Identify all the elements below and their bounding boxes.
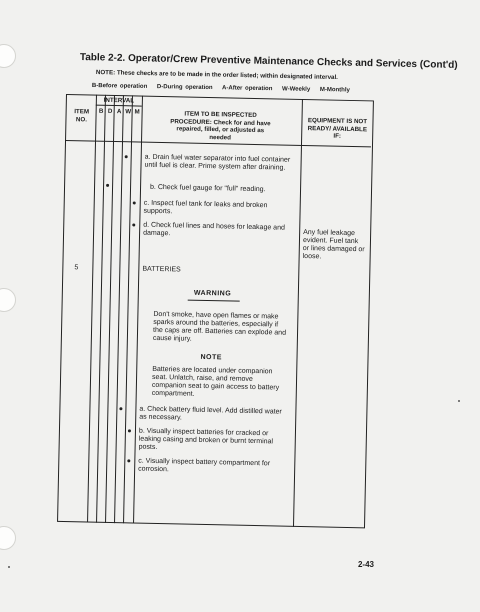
equipment-not-ready: Any fuel leakage evident. Fuel tank or lines damaged or loose. — [302, 228, 365, 261]
header-b: B — [98, 107, 104, 115]
scan-speck — [458, 400, 460, 402]
legend-monthly: M-Monthly — [319, 86, 350, 94]
procedure-step: c. Visually inspect battery compartment for corrosion. — [138, 457, 271, 474]
legend-during: D-During operation — [156, 84, 213, 92]
binder-hole-top — [0, 44, 16, 68]
header-m: M — [134, 108, 140, 116]
header-d: D — [107, 107, 113, 115]
legend-before: B-Before operation — [91, 83, 148, 90]
binder-hole-bottom — [0, 526, 16, 550]
legend-weekly: W-Weekly — [282, 86, 311, 93]
item-number: 5 — [74, 264, 79, 272]
warning-label: WARNING — [193, 289, 232, 298]
warning-text: Don't smoke, have open flames or make sparks around the batteries, especially if the caps are off. Batteries can explode and cause injury. — [152, 310, 287, 343]
scan-speck — [8, 566, 10, 568]
pmcs-table — [57, 94, 374, 530]
procedure-step: d. Check fuel lines and hoses for leakage and damage. — [143, 221, 285, 238]
binder-hole-middle — [0, 288, 16, 312]
interval-mark — [128, 429, 131, 432]
header-a: A — [116, 108, 122, 116]
order-note: NOTE: These checks are to be made in the order listed; within designated interval. — [95, 69, 339, 82]
interval-mark — [125, 155, 128, 158]
header-procedure: ITEM TO BE INSPECTED PROCEDURE: Check for and have repaired, filled, or adjusted as needed — [170, 110, 271, 141]
header-item-no: ITEM NO. — [74, 108, 90, 123]
note-label: NOTE — [200, 353, 223, 362]
note-text: Batteries are located under companion seat. Unlatch, raise, and remove companion seat to gain access to battery compartment. — [151, 365, 280, 398]
procedure-step: b. Check fuel gauge for "full" reading. — [149, 183, 266, 194]
procedure-step: a. Drain fuel water separator into fuel container until fuel is clear. Prime system after draining. — [144, 153, 291, 172]
interval-mark — [106, 184, 109, 187]
interval-mark — [133, 201, 136, 204]
procedure-step: a. Check battery fluid level. Add distilled water as necessary. — [139, 405, 282, 422]
legend-after: A-After operation — [222, 85, 273, 93]
interval-legend — [92, 83, 357, 94]
header-equipment: EQUIPMENT IS NOT READY/ AVAILABLE IF: — [307, 117, 368, 140]
header-w: W — [125, 108, 132, 116]
interval-mark — [127, 459, 130, 462]
page-number: 2-43 — [357, 560, 374, 569]
table-title: Table 2-2. Operator/Crew Preventive Maintenance Checks and Services (Cont'd) — [79, 52, 458, 71]
item-name: BATTERIES — [142, 265, 181, 274]
procedure-step: c. Inspect fuel tank for leaks and broken supports. — [143, 199, 268, 216]
interval-mark — [132, 223, 135, 226]
interval-mark — [119, 407, 122, 410]
header-interval: INTERVAL — [103, 96, 135, 105]
procedure-step: b. Visually inspect batteries for cracked or leaking casing and broken or burnt terminal posts. — [138, 427, 274, 451]
